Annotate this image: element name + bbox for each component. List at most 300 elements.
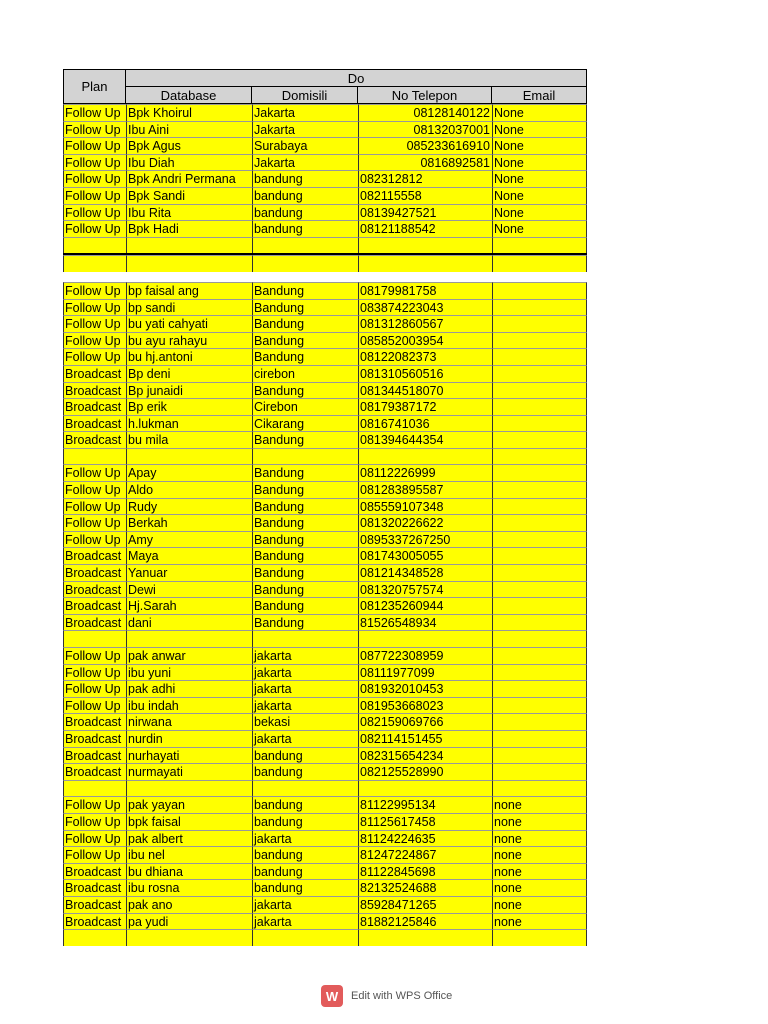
table-row [63, 204, 587, 221]
cell-email[interactable] [492, 348, 587, 365]
cell-no-telepon[interactable]: 081320226622 [358, 514, 492, 531]
cell-domisili[interactable]: jakarta [252, 647, 358, 664]
cell-domisili[interactable]: bekasi [252, 713, 358, 730]
blank-row [63, 929, 587, 946]
table-row [63, 913, 587, 930]
cell-database[interactable]: pak ano [126, 896, 252, 913]
cell-plan[interactable]: Follow Up [63, 464, 126, 481]
cell-email[interactable] [492, 498, 587, 515]
cell-plan[interactable]: Follow Up [63, 697, 126, 714]
cell-email[interactable] [492, 581, 587, 598]
cell-database[interactable]: pak yayan [126, 796, 252, 813]
cell-no-telepon[interactable]: 81247224867 [358, 846, 492, 863]
cell-database[interactable]: Bp junaidi [126, 382, 252, 399]
cell-email[interactable] [492, 730, 587, 747]
cell-email[interactable] [492, 547, 587, 564]
cell-plan[interactable]: Follow Up [63, 813, 126, 830]
cell-database[interactable]: bu yati cahyati [126, 315, 252, 332]
table-row [63, 299, 587, 316]
table-row [63, 382, 587, 399]
cell-domisili[interactable]: bandung [252, 187, 358, 204]
cell-no-telepon[interactable]: 0816741036 [358, 415, 492, 432]
empty-cell [252, 448, 358, 465]
empty-cell [63, 780, 126, 797]
empty-cell [492, 929, 587, 946]
table-row [63, 282, 587, 299]
empty-cell [358, 255, 492, 272]
cell-domisili[interactable]: Bandung [252, 299, 358, 316]
cell-database[interactable]: nirwana [126, 713, 252, 730]
table-row [63, 431, 587, 448]
cell-plan[interactable]: Follow Up [63, 796, 126, 813]
cell-email[interactable]: none [492, 896, 587, 913]
cell-email[interactable]: none [492, 879, 587, 896]
table-row [63, 498, 587, 515]
cell-email[interactable]: none [492, 813, 587, 830]
cell-plan[interactable]: Follow Up [63, 481, 126, 498]
cell-plan[interactable]: Follow Up [63, 514, 126, 531]
empty-cell [358, 237, 492, 254]
cell-no-telepon[interactable]: 082125528990 [358, 763, 492, 780]
cell-database[interactable]: Aldo [126, 481, 252, 498]
cell-domisili[interactable]: Jakarta [252, 154, 358, 171]
wps-office-icon[interactable]: W [321, 985, 343, 1007]
empty-cell [252, 255, 358, 272]
empty-cell [358, 780, 492, 797]
cell-no-telepon[interactable]: 08112226999 [358, 464, 492, 481]
cell-database[interactable]: Dewi [126, 581, 252, 598]
table-row [63, 348, 587, 365]
cell-database[interactable]: nurmayati [126, 763, 252, 780]
cell-domisili[interactable]: bandung [252, 170, 358, 187]
table-row [63, 332, 587, 349]
cell-database[interactable]: bpk faisal [126, 813, 252, 830]
table-row [63, 104, 587, 121]
cell-domisili[interactable]: jakarta [252, 664, 358, 681]
cell-domisili[interactable]: Jakarta [252, 104, 358, 121]
cell-no-telepon[interactable]: 081312860567 [358, 315, 492, 332]
cell-database[interactable]: bu ayu rahayu [126, 332, 252, 349]
cell-email[interactable] [492, 315, 587, 332]
cell-plan[interactable]: Follow Up [63, 104, 126, 121]
empty-cell [492, 448, 587, 465]
table-row [63, 170, 587, 187]
cell-email[interactable] [492, 697, 587, 714]
cell-database[interactable]: Bpk Andri Permana [126, 170, 252, 187]
cell-database[interactable]: bu mila [126, 431, 252, 448]
header-no-telepon: No Telepon [357, 86, 492, 104]
cell-database[interactable]: Berkah [126, 514, 252, 531]
cell-email[interactable]: none [492, 796, 587, 813]
cell-database[interactable]: dani [126, 614, 252, 631]
cell-email[interactable] [492, 398, 587, 415]
cell-plan[interactable]: Follow Up [63, 137, 126, 154]
cell-no-telepon[interactable]: 08122082373 [358, 348, 492, 365]
cell-no-telepon[interactable]: 085559107348 [358, 498, 492, 515]
cell-no-telepon[interactable]: 81124224635 [358, 830, 492, 847]
table-row [63, 365, 587, 382]
empty-cell [252, 630, 358, 647]
cell-plan[interactable]: Follow Up [63, 846, 126, 863]
cell-email[interactable]: None [492, 154, 587, 171]
cell-no-telepon[interactable]: 08121188542 [358, 220, 492, 237]
cell-database[interactable]: bp faisal ang [126, 282, 252, 299]
cell-no-telepon[interactable]: 081235260944 [358, 597, 492, 614]
cell-database[interactable]: Bpk Hadi [126, 220, 252, 237]
cell-email[interactable] [492, 365, 587, 382]
cell-plan[interactable]: Follow Up [63, 332, 126, 349]
group-gap [63, 272, 587, 282]
cell-no-telepon[interactable]: 082159069766 [358, 713, 492, 730]
table-row [63, 121, 587, 138]
cell-plan[interactable]: Broadcast [63, 763, 126, 780]
wps-footer[interactable] [321, 985, 452, 1007]
table-row [63, 315, 587, 332]
cell-database[interactable]: ibu indah [126, 697, 252, 714]
cell-email[interactable] [492, 564, 587, 581]
cell-email[interactable]: None [492, 137, 587, 154]
cell-domisili[interactable]: Surabaya [252, 137, 358, 154]
cell-domisili[interactable]: jakarta [252, 730, 358, 747]
cell-database[interactable]: Bp erik [126, 398, 252, 415]
cell-database[interactable]: Ibu Aini [126, 121, 252, 138]
table-row [63, 896, 587, 913]
cell-no-telepon[interactable]: 08179387172 [358, 398, 492, 415]
cell-plan[interactable]: Follow Up [63, 204, 126, 221]
cell-email[interactable] [492, 382, 587, 399]
cell-domisili[interactable]: bandung [252, 846, 358, 863]
footer-label[interactable]: Edit with WPS Office [351, 990, 453, 1002]
cell-domisili[interactable]: Bandung [252, 315, 358, 332]
cell-email[interactable]: None [492, 104, 587, 121]
cell-no-telepon[interactable]: 08179981758 [358, 282, 492, 299]
cell-domisili[interactable]: bandung [252, 813, 358, 830]
cell-email[interactable]: none [492, 913, 587, 930]
cell-domisili[interactable]: bandung [252, 763, 358, 780]
cell-email[interactable]: none [492, 846, 587, 863]
cell-database[interactable]: Hj.Sarah [126, 597, 252, 614]
cell-database[interactable]: h.lukman [126, 415, 252, 432]
empty-cell [126, 255, 252, 272]
cell-email[interactable]: None [492, 220, 587, 237]
table-row [63, 398, 587, 415]
cell-email[interactable]: None [492, 204, 587, 221]
cell-domisili[interactable]: Cikarang [252, 415, 358, 432]
cell-database[interactable]: nurhayati [126, 747, 252, 764]
blank-row [63, 630, 587, 647]
table-row [63, 581, 587, 598]
table-row [63, 697, 587, 714]
cell-domisili[interactable]: bandung [252, 747, 358, 764]
cell-plan[interactable]: Follow Up [63, 187, 126, 204]
cell-email[interactable] [492, 680, 587, 697]
cell-no-telepon[interactable]: 081283895587 [358, 481, 492, 498]
cell-plan[interactable]: Broadcast [63, 713, 126, 730]
cell-database[interactable]: Bpk Agus [126, 137, 252, 154]
cell-database[interactable]: bu dhiana [126, 863, 252, 880]
cell-email[interactable] [492, 614, 587, 631]
cell-database[interactable]: Maya [126, 547, 252, 564]
cell-email[interactable] [492, 747, 587, 764]
cell-plan[interactable]: Broadcast [63, 614, 126, 631]
empty-cell [358, 448, 492, 465]
table-header [63, 69, 587, 104]
cell-database[interactable]: pak albert [126, 830, 252, 847]
cell-database[interactable]: Apay [126, 464, 252, 481]
cell-database[interactable]: pa yudi [126, 913, 252, 930]
header-email: Email [491, 86, 587, 104]
cell-plan[interactable]: Broadcast [63, 863, 126, 880]
cell-plan[interactable]: Broadcast [63, 597, 126, 614]
header-database: Database [125, 86, 252, 104]
cell-domisili[interactable]: bandung [252, 863, 358, 880]
cell-email[interactable]: None [492, 170, 587, 187]
empty-cell [252, 780, 358, 797]
cell-database[interactable]: Amy [126, 531, 252, 548]
table-row [63, 481, 587, 498]
cell-plan[interactable]: Follow Up [63, 830, 126, 847]
cell-email[interactable] [492, 664, 587, 681]
cell-email[interactable] [492, 299, 587, 316]
cell-no-telepon[interactable]: 81125617458 [358, 813, 492, 830]
cell-domisili[interactable]: jakarta [252, 680, 358, 697]
cell-database[interactable]: ibu nel [126, 846, 252, 863]
cell-plan[interactable]: Follow Up [63, 647, 126, 664]
table-row [63, 647, 587, 664]
cell-email[interactable] [492, 647, 587, 664]
table-row [63, 137, 587, 154]
cell-domisili[interactable]: jakarta [252, 830, 358, 847]
cell-domisili[interactable]: Bandung [252, 332, 358, 349]
cell-plan[interactable]: Broadcast [63, 365, 126, 382]
empty-cell [358, 630, 492, 647]
table-row [63, 614, 587, 631]
cell-no-telepon[interactable]: 0816892581 [358, 154, 492, 171]
cell-plan[interactable]: Broadcast [63, 896, 126, 913]
cell-database[interactable]: nurdin [126, 730, 252, 747]
cell-database[interactable]: ibu rosna [126, 879, 252, 896]
empty-cell [358, 929, 492, 946]
cell-no-telepon[interactable]: 085233616910 [358, 137, 492, 154]
cell-email[interactable] [492, 464, 587, 481]
table-row [63, 154, 587, 171]
cell-domisili[interactable]: bandung [252, 220, 358, 237]
header-do: Do [125, 69, 587, 87]
cell-email[interactable] [492, 282, 587, 299]
empty-cell [63, 929, 126, 946]
cell-plan[interactable]: Follow Up [63, 680, 126, 697]
cell-domisili[interactable]: Bandung [252, 514, 358, 531]
table-row [63, 187, 587, 204]
cell-no-telepon[interactable]: 085852003954 [358, 332, 492, 349]
cell-plan[interactable]: Follow Up [63, 498, 126, 515]
cell-domisili[interactable]: bandung [252, 796, 358, 813]
cell-no-telepon[interactable]: 082315654234 [358, 747, 492, 764]
cell-plan[interactable]: Follow Up [63, 170, 126, 187]
cell-domisili[interactable]: Bandung [252, 498, 358, 515]
cell-domisili[interactable]: bandung [252, 879, 358, 896]
cell-domisili[interactable]: Bandung [252, 564, 358, 581]
cell-plan[interactable]: Follow Up [63, 220, 126, 237]
cell-database[interactable]: bp sandi [126, 299, 252, 316]
cell-no-telepon[interactable]: 81882125846 [358, 913, 492, 930]
table-body [63, 104, 587, 946]
cell-no-telepon[interactable]: 082115558 [358, 187, 492, 204]
cell-database[interactable]: Ibu Diah [126, 154, 252, 171]
cell-no-telepon[interactable]: 082312812 [358, 170, 492, 187]
cell-email[interactable] [492, 514, 587, 531]
cell-no-telepon[interactable]: 081310560516 [358, 365, 492, 382]
cell-plan[interactable]: Broadcast [63, 581, 126, 598]
table-row [63, 597, 587, 614]
cell-plan[interactable]: Broadcast [63, 431, 126, 448]
spreadsheet [63, 69, 587, 946]
cell-domisili[interactable]: Bandung [252, 431, 358, 448]
cell-plan[interactable]: Broadcast [63, 547, 126, 564]
empty-cell [492, 255, 587, 272]
table-row [63, 863, 587, 880]
cell-email[interactable] [492, 415, 587, 432]
cell-plan[interactable]: Broadcast [63, 382, 126, 399]
cell-no-telepon[interactable]: 081953668023 [358, 697, 492, 714]
cell-domisili[interactable]: Jakarta [252, 121, 358, 138]
cell-email[interactable] [492, 713, 587, 730]
table-row [63, 730, 587, 747]
cell-no-telepon[interactable]: 081394644354 [358, 431, 492, 448]
cell-no-telepon[interactable]: 081214348528 [358, 564, 492, 581]
table-row [63, 813, 587, 830]
table-row [63, 763, 587, 780]
cell-domisili[interactable]: Bandung [252, 614, 358, 631]
cell-plan[interactable]: Follow Up [63, 315, 126, 332]
cell-no-telepon[interactable]: 081743005055 [358, 547, 492, 564]
cell-no-telepon[interactable]: 81122995134 [358, 796, 492, 813]
cell-plan[interactable]: Follow Up [63, 664, 126, 681]
cell-database[interactable]: Bpk Sandi [126, 187, 252, 204]
empty-cell [126, 780, 252, 797]
table-row [63, 830, 587, 847]
table-row [63, 664, 587, 681]
cell-email[interactable]: None [492, 121, 587, 138]
cell-plan[interactable]: Follow Up [63, 282, 126, 299]
table-row [63, 879, 587, 896]
cell-database[interactable]: Bp deni [126, 365, 252, 382]
cell-no-telepon[interactable]: 08128140122 [358, 104, 492, 121]
cell-no-telepon[interactable]: 08132037001 [358, 121, 492, 138]
cell-domisili[interactable]: cirebon [252, 365, 358, 382]
cell-email[interactable] [492, 481, 587, 498]
table-row [63, 220, 587, 237]
header-domisili: Domisili [251, 86, 358, 104]
cell-domisili[interactable]: Cirebon [252, 398, 358, 415]
cell-database[interactable]: Bpk Khoirul [126, 104, 252, 121]
cell-domisili[interactable]: Bandung [252, 464, 358, 481]
cell-domisili[interactable]: jakarta [252, 697, 358, 714]
cell-database[interactable]: Ibu Rita [126, 204, 252, 221]
cell-no-telepon[interactable]: 081320757574 [358, 581, 492, 598]
cell-no-telepon[interactable]: 82132524688 [358, 879, 492, 896]
cell-database[interactable]: bu hj.antoni [126, 348, 252, 365]
cell-email[interactable] [492, 763, 587, 780]
cell-plan[interactable]: Broadcast [63, 564, 126, 581]
cell-no-telepon[interactable]: 082114151455 [358, 730, 492, 747]
cell-no-telepon[interactable]: 85928471265 [358, 896, 492, 913]
cell-database[interactable]: ibu yuni [126, 664, 252, 681]
table-row [63, 531, 587, 548]
cell-domisili[interactable]: jakarta [252, 913, 358, 930]
cell-no-telepon[interactable]: 08111977099 [358, 664, 492, 681]
table-row [63, 747, 587, 764]
cell-plan[interactable]: Broadcast [63, 879, 126, 896]
cell-plan[interactable]: Follow Up [63, 154, 126, 171]
empty-cell [63, 237, 126, 254]
table-row [63, 415, 587, 432]
empty-cell [492, 780, 587, 797]
table-row [63, 796, 587, 813]
cell-no-telepon[interactable]: 081344518070 [358, 382, 492, 399]
cell-plan[interactable]: Broadcast [63, 415, 126, 432]
cell-database[interactable]: pak anwar [126, 647, 252, 664]
cell-email[interactable] [492, 531, 587, 548]
header-plan: Plan [63, 69, 126, 104]
cell-email[interactable]: none [492, 830, 587, 847]
cell-email[interactable] [492, 431, 587, 448]
cell-domisili[interactable]: Bandung [252, 348, 358, 365]
cell-email[interactable]: none [492, 863, 587, 880]
cell-domisili[interactable]: Bandung [252, 597, 358, 614]
cell-no-telepon[interactable]: 0895337267250 [358, 531, 492, 548]
table-row [63, 514, 587, 531]
cell-email[interactable] [492, 332, 587, 349]
cell-database[interactable]: Yanuar [126, 564, 252, 581]
cell-plan[interactable]: Follow Up [63, 531, 126, 548]
cell-domisili[interactable]: Bandung [252, 382, 358, 399]
cell-domisili[interactable]: Bandung [252, 282, 358, 299]
cell-plan[interactable]: Broadcast [63, 398, 126, 415]
table-row [63, 564, 587, 581]
cell-no-telepon[interactable]: 81526548934 [358, 614, 492, 631]
cell-domisili[interactable]: jakarta [252, 896, 358, 913]
cell-plan[interactable]: Broadcast [63, 913, 126, 930]
cell-database[interactable]: pak adhi [126, 680, 252, 697]
cell-plan[interactable]: Follow Up [63, 348, 126, 365]
cell-domisili[interactable]: Bandung [252, 531, 358, 548]
empty-cell [252, 929, 358, 946]
cell-domisili[interactable]: Bandung [252, 481, 358, 498]
empty-cell [63, 255, 126, 272]
cell-plan[interactable]: Broadcast [63, 747, 126, 764]
empty-cell [63, 448, 126, 465]
cell-email[interactable]: None [492, 187, 587, 204]
empty-cell [126, 237, 252, 254]
cell-domisili[interactable]: Bandung [252, 547, 358, 564]
cell-plan[interactable]: Follow Up [63, 121, 126, 138]
cell-no-telepon[interactable]: 81122845698 [358, 863, 492, 880]
cell-plan[interactable]: Follow Up [63, 299, 126, 316]
cell-email[interactable] [492, 597, 587, 614]
cell-domisili[interactable]: Bandung [252, 581, 358, 598]
blank-row [63, 780, 587, 797]
cell-domisili[interactable]: bandung [252, 204, 358, 221]
cell-database[interactable]: Rudy [126, 498, 252, 515]
cell-no-telepon[interactable]: 083874223043 [358, 299, 492, 316]
cell-no-telepon[interactable]: 087722308959 [358, 647, 492, 664]
empty-cell [126, 448, 252, 465]
empty-cell [252, 237, 358, 254]
cell-no-telepon[interactable]: 081932010453 [358, 680, 492, 697]
cell-no-telepon[interactable]: 08139427521 [358, 204, 492, 221]
cell-plan[interactable]: Broadcast [63, 730, 126, 747]
